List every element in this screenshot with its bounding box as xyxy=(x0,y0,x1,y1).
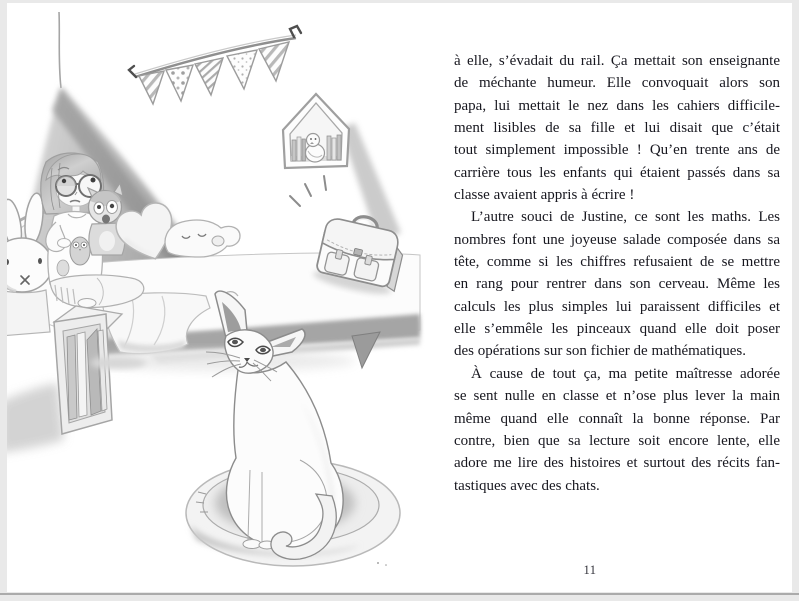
text-line: papa, lui mettait le nez dans les cahiers difficile- xyxy=(454,97,780,114)
text-line: carrière tous les enfants qui étaient passés dans sa xyxy=(454,164,780,181)
text-line: nombres font une joyeuse salade composée dans sa xyxy=(454,231,780,248)
text-line: tête, comme si les chiffres refusaient de se mettre xyxy=(454,254,780,271)
text-line: de méchante humeur. Elle convoquait alors son xyxy=(454,75,780,92)
text-line: tastiques avec des chats. xyxy=(454,477,600,494)
house-shelf xyxy=(283,94,349,168)
text-line: calculs les plus simples lui paraissent difficiles et xyxy=(454,298,780,315)
paragraph xyxy=(454,50,780,206)
sleeping-plush xyxy=(165,220,240,257)
text-line: tout simplement impossible ! Qu’en trente ans de xyxy=(454,142,780,159)
text-line: des opérations sur son fichier de mathématiques. xyxy=(454,343,747,360)
bedroom-illustration xyxy=(7,3,440,589)
bed-leg xyxy=(352,332,380,368)
text-line: se sent nulle en classe et n’ose plus lever la main xyxy=(454,388,780,405)
emphasis-rays xyxy=(290,176,326,206)
text-line: contre, bien que sa lecture soit encore lente, elle xyxy=(454,432,780,449)
viewer-bottom-edge xyxy=(0,593,799,595)
text-line: ment lisibles de sa fille et lui disait que c’était xyxy=(454,120,780,137)
text-line: en rang pour rentrer dans son cerveau. Même les xyxy=(454,276,780,293)
page-number: 11 xyxy=(583,563,597,577)
text-line: elle s’emmêle les pinceaux quand elle doit poser xyxy=(454,321,780,338)
page-text xyxy=(454,50,780,497)
paragraph xyxy=(454,206,780,362)
paragraph xyxy=(454,363,780,497)
text-line: À cause de tout ça, ma petite maîtresse adorée xyxy=(471,365,780,382)
bare-foot xyxy=(78,299,96,308)
clasp xyxy=(354,248,363,256)
left-hook-icon xyxy=(129,66,136,77)
text-line: à elle, s’évadait du rail. Ça mettait son enseignante xyxy=(454,53,780,69)
open-mouth xyxy=(102,215,110,224)
text-line: adore me lire des histoires et surtout des récits fan- xyxy=(454,455,780,472)
bunting-flags xyxy=(129,26,301,104)
text-line: L’autre souci de Justine, ce sont les maths. Les xyxy=(471,209,780,226)
text-line: classe avaient appris à écrire ! xyxy=(454,187,635,204)
text-line: même quand elle connaît la bonne réponse. Par xyxy=(454,410,780,427)
